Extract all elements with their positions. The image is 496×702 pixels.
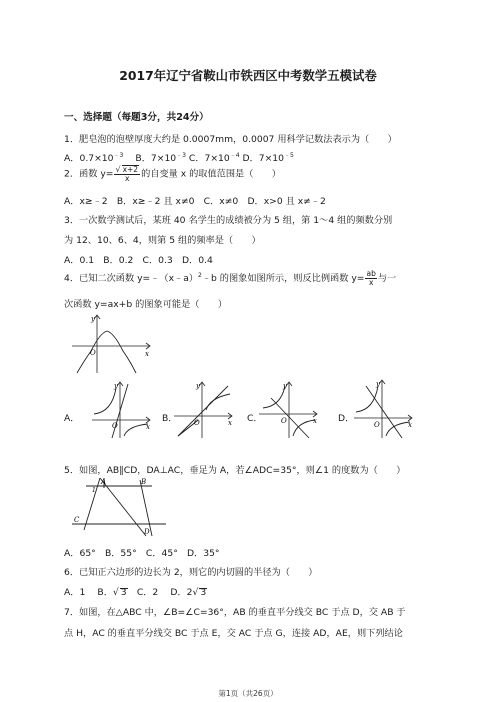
q1-option-b[interactable]: B．7×10 [126, 153, 177, 164]
hyperbola-branch [386, 422, 410, 436]
point-b: B [141, 478, 147, 486]
line-graph [366, 386, 402, 438]
point-d: D [144, 528, 150, 536]
question-7-line1: 7．如图，在△ABC 中，∠B=∠C=36°，AB 的垂直平分线交 BC 于点 D，交 AB 于 [64, 607, 406, 618]
x-label: x [228, 419, 232, 427]
question-3-line1: 3．一次数学测试后，某班 40 名学生的成绩被分为 5 组，第 1～4 组的频数分别 [64, 215, 393, 226]
x-label: x [313, 417, 317, 425]
hyperbola-branch [293, 420, 315, 436]
q6-option-a-b: A．1 B． [64, 587, 113, 598]
question-5-options: A．65° B．55° C．45° D．35° [64, 548, 220, 559]
q1-option-d-exp: ﹣5 [284, 152, 294, 159]
section-heading: 一、选择题（每题3分，共24分） [64, 112, 209, 123]
y-label: y [376, 380, 380, 388]
question-6-stem: 6．已知正六边形的边长为 2，则它的内切圆的半径为（ ） [64, 567, 318, 578]
question-1-stem: 1．肥皂泡的泡壁厚度大约是 0.0007mm，0.0007 用科学记数法表示为（ ） [64, 134, 397, 145]
q4-numerator: ab [366, 269, 376, 278]
q2-numerator: x+2 [122, 165, 139, 174]
q2-stem-post: 的自变量 x 的取值范围是（ ） [141, 168, 281, 180]
question-3-line2: 为 12、10、6、4，则第 5 组的频率是（ ） [64, 235, 261, 246]
q4-option-c-graph[interactable] [257, 378, 321, 440]
hyperbola-branch [94, 388, 116, 414]
question-2-options: A．x≥﹣2 B．x≥﹣2 且 x≠0 C．x≠0 D．x>0 且 x≠﹣2 [64, 196, 326, 207]
question-1-options [64, 150, 294, 164]
q4-option-b-label[interactable]: B． [162, 413, 178, 424]
q6-option-b-sqrt: 3 [120, 587, 127, 598]
q4-option-d-graph[interactable] [352, 376, 416, 440]
y-label: y [196, 382, 200, 390]
angle-1-label: 1 [92, 487, 96, 494]
question-2-stem [64, 165, 281, 183]
parabola-curve [77, 331, 136, 373]
q1-option-c-exp: ﹣4 [229, 152, 240, 159]
origin-label: O [194, 419, 200, 427]
hyperbola-branch [263, 386, 285, 408]
question-6-options: A．1 B．√ 3 C．2 D．2√ 3 [64, 587, 207, 598]
question-7-line2: 点 H，AC 的垂直平分线交 BC 于点 E，交 AC 于点 G，连接 AD，AE，则下列结论 [64, 628, 403, 639]
hyperbola-branch [124, 424, 148, 436]
q4-denominator: x [368, 278, 374, 287]
q4-option-d-label[interactable]: D． [338, 413, 355, 424]
y-label: y [114, 382, 118, 390]
q4-option-c-label[interactable]: C． [247, 413, 263, 424]
q4-mid: ﹣b 的图象如图所示，则反比例函数 y= [201, 273, 365, 284]
page-title: 2017年辽宁省鞍山市铁西区中考数学五模试卷 [119, 68, 377, 83]
line-graph [271, 398, 309, 438]
q1-option-a-exp: ﹣3 [113, 152, 124, 159]
q1-option-b-exp: ﹣3 [176, 152, 186, 159]
q6-option-d-sqrt: 3 [200, 587, 207, 598]
q6-option-c-d: C．2 D．2 [127, 587, 193, 598]
x-label: x [146, 423, 150, 431]
question-4-line2: 次函数 y=ax+b 的图象可能是（ ） [64, 299, 228, 310]
page-footer: 第1页（共26页） [218, 689, 278, 698]
q1-option-a[interactable]: A．0.7×10 [64, 153, 114, 164]
y-label: y [91, 315, 95, 323]
q4-fraction [365, 270, 376, 287]
q4-post: 与一 [377, 273, 397, 284]
line-graph [178, 386, 228, 436]
point-a: A [101, 478, 107, 486]
q4-option-a-graph[interactable] [90, 378, 154, 440]
q2-stem-pre: 2．函数 y= [64, 168, 114, 180]
q2-fraction: $\frac{√ x+2}{x}$ [115, 165, 139, 183]
q1-option-d[interactable]: D．7×10 [242, 153, 284, 164]
q4-exp: 2 [198, 272, 202, 279]
line-ad [100, 478, 146, 536]
x-label: x [408, 421, 412, 429]
origin-label: O [281, 417, 287, 425]
question-4-line1 [64, 270, 396, 287]
question-5-stem: 5．如图，AB∥CD，DA⊥AC，垂足为 A，若∠ADC=35°，则∠1 的度数为（ ） [64, 465, 406, 476]
origin-label: O [90, 349, 96, 357]
q4-option-a-label[interactable]: A． [64, 413, 80, 424]
q2-denominator: x [125, 174, 130, 183]
origin-label: O [374, 421, 380, 429]
q4-option-b-graph[interactable] [172, 378, 236, 440]
origin-label: O [112, 422, 118, 430]
q4-pre: 4．已知二次函数 y=﹣（x﹣a） [64, 273, 199, 284]
q4-parabola-figure [70, 311, 154, 375]
point-c: C [74, 516, 80, 524]
x-label: x [145, 350, 149, 358]
y-label: y [283, 382, 287, 390]
q1-option-c[interactable]: C．7×10 [188, 153, 230, 164]
q5-parallel-lines-figure [70, 474, 170, 540]
question-3-options: A．0.1 B．0.2 C．0.3 D．0.4 [64, 255, 213, 266]
